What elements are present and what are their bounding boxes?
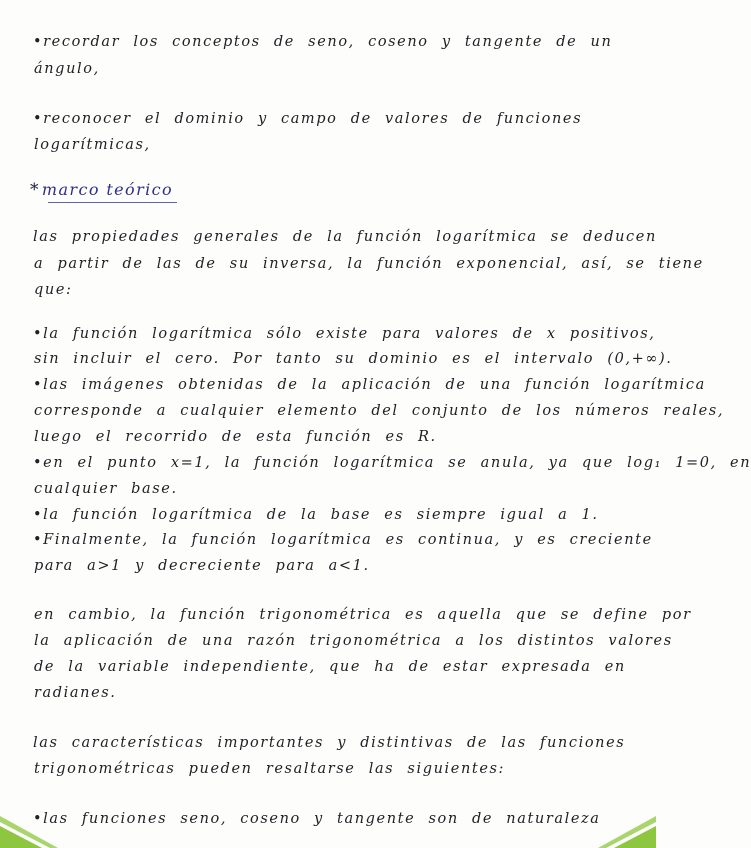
text-line: ángulo,	[34, 61, 100, 77]
asterisk-icon: *	[30, 180, 40, 200]
text-line: •la función logarítmica sólo existe para valores de x positivos,	[33, 326, 656, 342]
text-line: •en el punto x=1, la función logarítmica se anula, ya que log₁ 1=0, en	[33, 455, 751, 471]
text-line: •la función logarítmica de la base es siempre igual a 1.	[33, 507, 599, 523]
text-line: sin incluir el cero. Por tanto su dominio es el intervalo (0,+∞).	[34, 351, 673, 367]
text-line: radianes.	[34, 685, 117, 701]
text-line: trigonométricas pueden resaltarse las siguientes:	[34, 761, 506, 777]
text-line: las características importantes y distintivas de las funciones	[33, 735, 626, 751]
text-line: a partir de las de su inversa, la función exponencial, así, se tiene	[34, 256, 704, 272]
heading-underline	[48, 202, 177, 203]
text-line: luego el recorrido de esta función es R.	[34, 429, 437, 445]
text-line: de la variable independiente, que ha de estar expresada en	[34, 659, 626, 675]
text-line: •reconocer el dominio y campo de valores de funciones	[33, 111, 583, 127]
text-line: logarítmicas,	[34, 137, 151, 153]
text-line: •las funciones seno, coseno y tangente son de naturaleza	[33, 811, 601, 827]
text-line: corresponde a cualquier elemento del conjunto de los números reales,	[34, 403, 725, 419]
text-line: en cambio, la función trigonométrica es aquella que se define por	[34, 607, 692, 623]
text-line: que:	[34, 282, 73, 298]
text-line: la aplicación de una razón trigonométrica a los distintos valores	[34, 633, 673, 649]
text-line: •recordar los conceptos de seno, coseno y tangente de un	[33, 34, 613, 50]
text-line: •las imágenes obtenidas de la aplicación de una función logarítmica	[33, 377, 706, 393]
text-line: •Finalmente, la función logarítmica es continua, y es creciente	[33, 532, 653, 548]
corner-decoration-right	[586, 808, 656, 848]
corner-decoration-left	[0, 808, 70, 848]
heading-text: marco teórico	[41, 180, 174, 199]
text-line: las propiedades generales de la función logarítmica se deducen	[33, 229, 657, 245]
section-heading	[30, 180, 173, 200]
text-line: para a>1 y decreciente para a<1.	[34, 558, 370, 574]
text-line: cualquier base.	[34, 481, 178, 497]
